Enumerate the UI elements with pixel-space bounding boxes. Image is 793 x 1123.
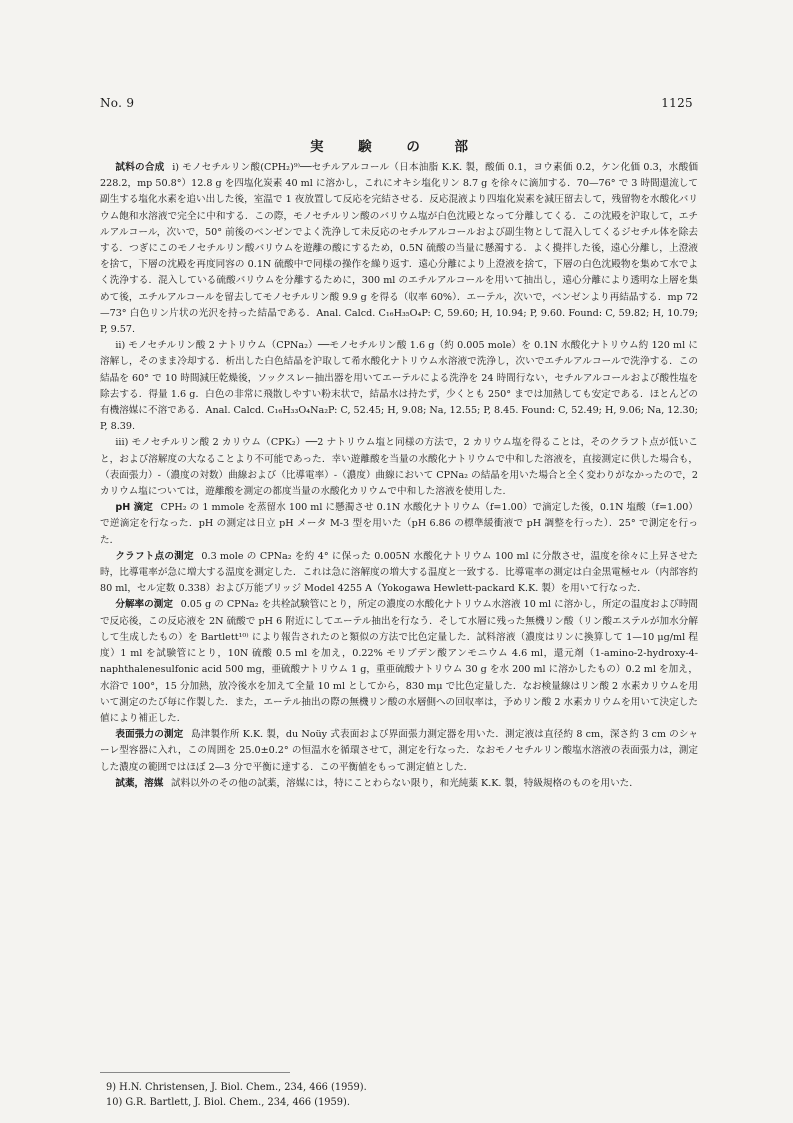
paragraph-text: 0.05 g の CPNa₂ を共栓試験管にとり，所定の濃度の水酸化ナトリウム水溶液 10 ml に溶かし，所定の温度および時間で反応後，この反応液を 2N 硫酸で pH 6 附近にしてエーテル抽出を行なう．そして水層に残った無機リン酸（リン酸エステルが加水分解して生成したもの）を Bartlett¹⁰⁾ により報告されたのと類似の方法で比色定量した．試料溶液（濃度はリンに換算して 1—10 μg/ml 程度）1 ml を試験管にとり，10N 硫酸 0.5 ml を加え，0.22% モリブデン酸アンモニウム 4.6 ml，還元剤（1-amino-2-hydroxy-4-naphthalenesulfonic acid 500 mg，亜硫酸ナトリウム 1 g，重亜硫酸ナトリウム 30 g を水 200 ml に溶かしたもの）0.2 ml を加え，水浴で 100°，15 分加熱，放冷後水を加えて全量 10 ml としてから，830 mμ で比色定量した．なお検量線はリン酸 2 水素カリウムを用いて測定のたび毎に作製した．また，エーテル抽出の際の無機リン酸の水層側への回収率は，予めリン酸 2 水素カリウムを用いて決定した値により補正した． <box>100 599 699 724</box>
footnote-rule <box>100 1072 290 1073</box>
paragraph-text: 試料以外のその他の試薬，溶媒には，特にことわらない限り，和光純薬 K.K. 製，特級規格のものを用いた． <box>171 777 639 789</box>
footnotes <box>106 1080 367 1110</box>
footnote-9: 9) H.N. Christensen, J. Biol. Chem., 234, 466 (1959). <box>106 1082 367 1093</box>
issue-number: No. 9 <box>100 96 135 110</box>
paragraph-text: iii) モノセチルリン酸 2 カリウム（CPK₂）──2 ナトリウム塩と同様の方法で，2 カリウム塩を得ることは，そのクラフト点が低いこと，および溶解度の大なることより不可能であった．幸い遊離酸を当量の水酸化ナトリウムで中和した溶液を，直接測定に供した場合も，（表面張力）-（濃度の対数）曲線および（比導電率）-（濃度）曲線において CPNa₂ の結晶を用いた場合と全く変わりがなかったので，2 カリウム塩については，遊離酸を測定の都度当量の水酸化カリウムで中和した溶液を使用した. <box>100 437 698 498</box>
paragraph-sample-synthesis-i <box>100 160 698 338</box>
paragraph-ph-titration <box>100 500 698 549</box>
article-body <box>100 160 698 792</box>
paragraph-text: ii) モノセチルリン酸 2 ナトリウム（CPNa₂）──モノセチルリン酸 1.6 g（約 0.005 mole）を 0.1N 水酸化ナトリウム約 120 ml に溶解し，そのまま冷却する．析出した白色結晶を沪取して希水酸化ナトリウム水溶液で洗浄し，次いでエチルアルコールで洗浄する．この結晶を 60° で 10 時間減圧乾燥後，ソックスレー抽出器を用いてエーテルによる洗浄を 24 時間行ない，セチルアルコールおよび酸性塩を除去する．得量 1.6 g．白色の非常に飛散しやすい粉末状で，結晶水は持たず，少くとも 250° までは加熱しても安定である．ほとんどの有機溶媒に不溶である．Anal. Calcd. C₁₆H₃₃O₄Na₂P: C, 52.45; H, 9.08; Na, 12.55; P, 8.45. Found: C, 52.49; H, 9.06; Na, 12.30; P, 8.39. <box>100 340 698 433</box>
page-number: 1125 <box>661 96 693 110</box>
paragraph-sample-synthesis-iii <box>100 435 698 500</box>
section-title: 実 験 の 部 <box>309 139 484 155</box>
paragraph-decomposition-rate <box>100 597 698 727</box>
paragraph-heading: 分解率の測定 <box>115 599 173 611</box>
paragraph-krafft-point <box>100 549 698 598</box>
footnote-10: 10) G.R. Bartlett, J. Biol. Chem., 234, 466 (1959). <box>106 1097 350 1108</box>
paragraph-heading: pH 滴定 <box>115 502 153 514</box>
paragraph-surface-tension <box>100 727 698 776</box>
paragraph-heading: 試料の合成 <box>115 162 165 173</box>
paragraph-reagents <box>100 776 698 792</box>
paragraph-sample-synthesis-ii <box>100 338 698 435</box>
paragraph-heading: 表面張力の測定 <box>115 729 184 741</box>
paragraph-text: 0.3 mole の CPNa₂ を約 4° に保った 0.005N 水酸化ナトリウム 100 ml に分散させ，温度を徐々に上昇させた時，比導電率が急に増大する温度を測定した．これは急に溶解度の増大する温度と一致する．比導電率の測定は白金黒電極セル（内部容約 80 ml，セル定数 0.338）および万能ブリッジ Model 4255 A（Yokogawa Hewlett-packard K.K. 製）を用いて行なった． <box>100 550 699 595</box>
paragraph-text: i) モノセチルリン酸(CPH₂)⁹⁾──セチルアルコール（日本油脂 K.K. 製，酸価 0.1，ヨウ素価 0.2，ケン化価 0.3，水酸価 228.2，mp 50.8°）12.8 g を四塩化炭素 40 ml に溶かし，これにオキシ塩化リン 8.7 g を徐々に滴加する．70—76° で 3 時間還流して副生する塩化水素を追い出した後，室温で 1 夜放置して反応を完結させる．反応混液より四塩化炭素を減圧留去して，残留物を水酸化バリウム飽和水溶液で完全に中和する．この際，モノセチルリン酸のバリウム塩が白色沈殿となって分離してくる．この沈殿を沪取して，エチルアルコール，次いで，50° 前後のベンゼンでよく洗浄して未反応のセチルアルコールおよび副生物として混入してくるジセチル体を除去する．つぎにこのモノセチルリン酸バリウムを遊離の酸にするため，0.5N 硫酸の当量に懸濁する．よく攪拌した後，遠心分離し，上澄液を捨て，下層の沈殿を再度同容の 0.1N 硫酸中で同様の操作を繰り返す．遠心分離により上澄液を捨て，下層の白色沈殿物を集めて水でよく洗浄する．混入している硫酸バリウムを分離するために，300 ml のエチルアルコールを用いて抽出し，遠心分離により透明な上層を集めて後，エチルアルコールを留去してモノセチルリン酸 9.9 g を得る（収率 60%）．エーテル，次いで，ベンゼンより再結晶する．mp 72—73° 白色リン片状の光沢を持った結晶である．Anal. Calcd. C₁₆H₃₅O₄P: C, 59.60; H, 10.94; P, 9.60. Found: C, 59.82; H, 10.79; P, 9.57. <box>100 162 699 336</box>
paragraph-heading: 試薬，溶媒 <box>115 777 164 789</box>
paragraph-text: CPH₂ の 1 mmole を蒸留水 100 ml に懸濁させ 0.1N 水酸化ナトリウム（f=1.00）で滴定した後，0.1N 塩酸（f=1.00）で逆滴定を行なった．pH の測定は日立 pH メータ M-3 型を用いた（pH 6.86 の標準緩衝液で pH 調整を行った）．25° で測定を行った． <box>100 502 698 546</box>
paragraph-heading: クラフト点の測定 <box>115 550 194 562</box>
paragraph-text: 島津製作所 K.K. 製，du Noüy 式表面および界面張力測定器を用いた．測定液は直径約 8 cm，深さ約 3 cm のシャーレ型容器に入れ，この周囲を 25.0±0.2° の恒温水を循環させて，測定を行なった．なおモノセチルリン酸塩水溶液の表面張力は，測定した濃度の範囲ではほぼ 2—3 分で平衡に達する．この平衡値をもって測定値とした． <box>100 729 698 773</box>
